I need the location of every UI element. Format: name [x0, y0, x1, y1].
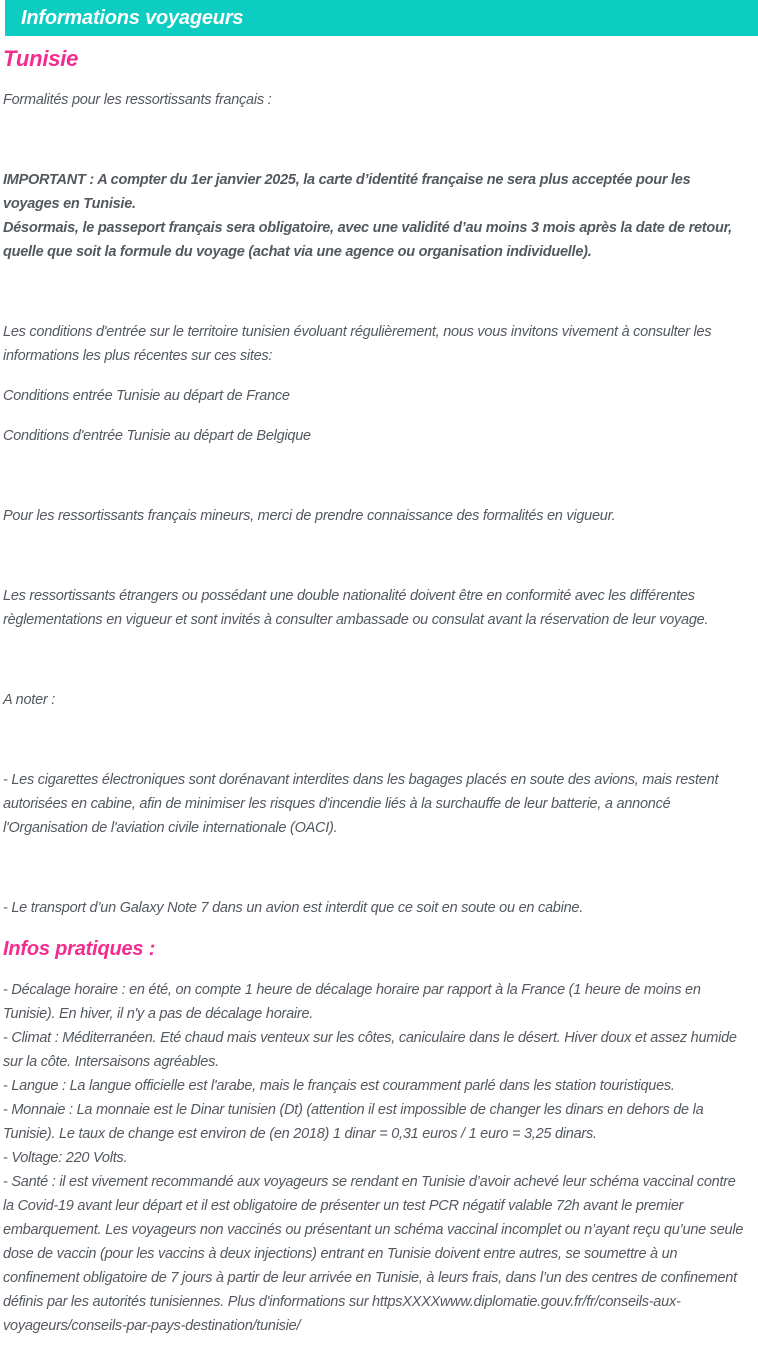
- entry-conditions-intro: Les conditions d'entrée sur le territoire tunisien évoluant régulièrement, nous vous invitons vivement à consulter les informations les plus récentes sur ces sites:: [3, 324, 712, 364]
- important-line-1: IMPORTANT : A compter du 1er janvier 2025, la carte d’identité française ne sera plus acceptée pour les voyages en Tunisie.: [3, 172, 691, 212]
- practical-info-item: - Santé : il est vivement recommandé aux voyageurs se rendant en Tunisie d’avoir achevé leur schéma vaccinal contre la Covid-19 avant leur départ et il est obligatoire de présenter un test PCR négatif valable 72h avant le premier embarquement. Les voyageurs non vaccinés ou présentant un schéma vaccinal incomplet ou n’ayant reçu qu’une seule dose de vaccin (pour les vaccins à deux injections) entrant en Tunisie doivent entre autres, se soumettre à un confinement obligatoire de 7 jours à partir de leur arrivée en Tunisie, à leurs frais, dans l’un des centres de confinement définis par les autorités tunisiennes. Plus d'informations sur httpsXXXXwww.diplomatie.gouv.fr/fr/conseils-aux-voyageurs/conseils-par-pays-destination/tunisie/: [3, 1174, 744, 1334]
- practical-info-item: - Climat : Méditerranéen. Eté chaud mais venteux sur les côtes, caniculaire dans le désert. Hiver doux et assez humide sur la côte. Intersaisons agréables.: [3, 1030, 737, 1070]
- note-galaxy-paragraph: - Le transport d’un Galaxy Note 7 dans un avion est interdit que ce soit en soute ou en cabine.: [3, 900, 583, 916]
- link-conditions-belgium-label[interactable]: Conditions d'entrée Tunisie au départ de Belgique: [3, 428, 311, 444]
- note-label: A noter :: [3, 692, 56, 708]
- content: [0, 46, 758, 1370]
- practical-info-list: [3, 978, 750, 1338]
- important-notice-paragraph: [3, 168, 750, 264]
- page-title: Informations voyageurs: [21, 6, 244, 29]
- practical-info-item: - Décalage horaire : en été, on compte 1 heure de décalage horaire par rapport à la France (1 heure de moins en Tunisie). En hiver, il n'y a pas de décalage horaire.: [3, 982, 701, 1022]
- link-conditions-france[interactable]: [3, 384, 750, 408]
- link-conditions-france-label[interactable]: Conditions entrée Tunisie au départ de France: [3, 388, 290, 404]
- practical-info-item: - Monnaie : La monnaie est le Dinar tunisien (Dt) (attention il est impossible de changer les dinars en dehors de la Tunisie). Le taux de change est environ de (en 2018) 1 dinar = 0,31 euros / 1 euro = 3,25 dinars.: [3, 1102, 704, 1142]
- country-heading: Tunisie: [3, 46, 79, 71]
- practical-info-item: - Voltage: 220 Volts.: [3, 1150, 128, 1166]
- travel-info-header-bar: [5, 0, 758, 36]
- foreign-nationals-paragraph: Les ressortissants étrangers ou possédant une double nationalité doivent être en conformité avec les différentes règlementations en vigueur et sont invités à consulter ambassade ou consulat avant la réservation de leur voyage.: [3, 588, 709, 628]
- note-ecigarettes-paragraph: - Les cigarettes électroniques sont dorénavant interdites dans les bagages placés en soute des avions, mais restent autorisées en cabine, afin de minimiser les risques d'incendie liés à la surchauffe de leur batterie, a annoncé l'Organisation de l'aviation civile internationale (OACI).: [3, 772, 719, 836]
- practical-info-heading: Infos pratiques :: [3, 938, 156, 960]
- important-line-2: Désormais, le passeport français sera obligatoire, avec une validité d’au moins 3 mois après la date de retour, quelle que soit la formule du voyage (achat via une agence ou organisation individuelle).: [3, 220, 732, 260]
- minors-paragraph: Pour les ressortissants français mineurs, merci de prendre connaissance des formalités en vigueur.: [3, 508, 616, 524]
- intro-paragraph: Formalités pour les ressortissants français :: [3, 92, 272, 108]
- link-conditions-belgium[interactable]: [3, 424, 750, 448]
- practical-info-item: - Langue : La langue officielle est l'arabe, mais le français est couramment parlé dans les station touristiques.: [3, 1078, 675, 1094]
